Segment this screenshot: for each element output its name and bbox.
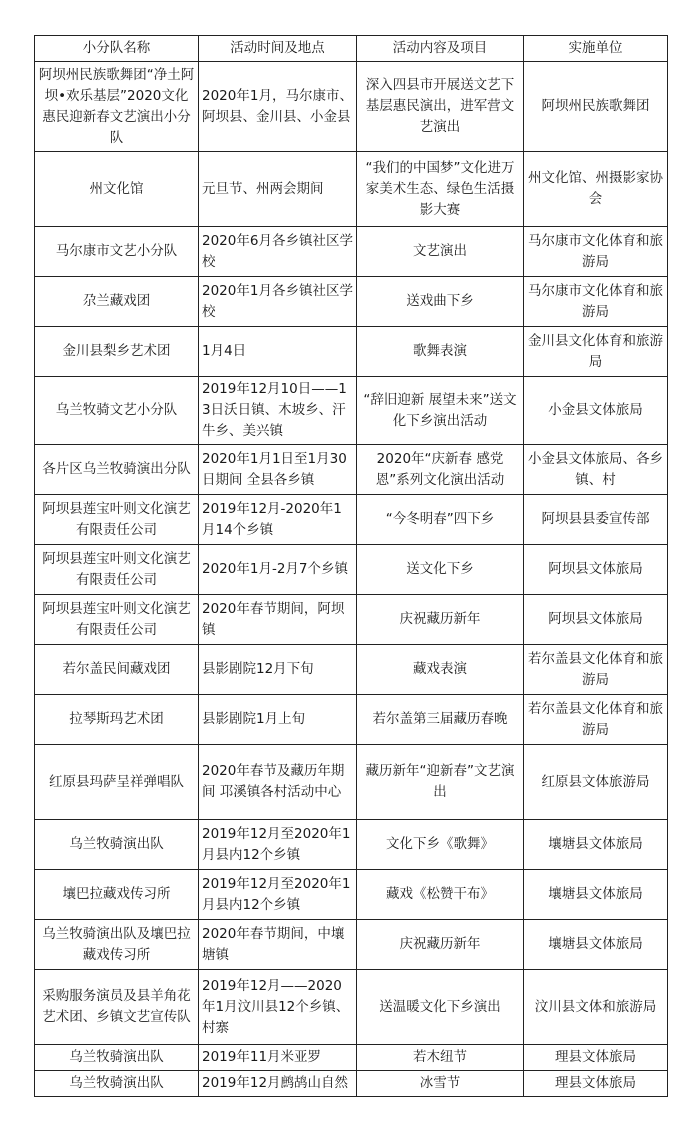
table-row [35,870,668,920]
team-name-cell: 乌兰牧骑演出队 [35,1071,199,1097]
table-row [35,1045,668,1071]
content-cell: 冰雪节 [357,1071,524,1097]
table-row [35,445,668,495]
team-name-cell: 乌兰牧骑文艺小分队 [35,377,199,445]
content-cell: “辞旧迎新 展望未来”送文化下乡演出活动 [357,377,524,445]
time-place-cell: 2019年12月10日——13日沃日镇、木坡乡、汗牛乡、美兴镇 [199,377,357,445]
content-cell: 藏戏《松赞干布》 [357,870,524,920]
content-cell: 若尔盖第三届藏历春晚 [357,695,524,745]
content-cell: 送文化下乡 [357,545,524,595]
time-place-cell: 2019年12月——2020年1月汶川县12个乡镇、村寨 [199,970,357,1045]
content-cell: 文艺演出 [357,227,524,277]
table-row [35,745,668,820]
organizer-cell: 壤塘县文体旅局 [524,870,668,920]
time-place-cell: 2020年1月1日至1月30日期间 全县各乡镇 [199,445,357,495]
time-place-cell: 县影剧院12月下旬 [199,645,357,695]
header-time-place: 活动时间及地点 [199,36,357,62]
table-row [35,227,668,277]
content-cell: 2020年“庆新春 感党恩”系列文化演出活动 [357,445,524,495]
content-cell: 送温暖文化下乡演出 [357,970,524,1045]
organizer-cell: 若尔盖县文化体育和旅游局 [524,695,668,745]
team-name-cell: 尕兰藏戏团 [35,277,199,327]
time-place-cell: 2020年1月各乡镇社区学校 [199,277,357,327]
team-name-cell: 乌兰牧骑演出队 [35,1045,199,1071]
team-name-cell: 各片区乌兰牧骑演出分队 [35,445,199,495]
organizer-cell: 马尔康市文化体育和旅游局 [524,277,668,327]
team-name-cell: 壤巴拉藏戏传习所 [35,870,199,920]
team-name-cell: 阿坝县莲宝叶则文化演艺有限责任公司 [35,495,199,545]
organizer-cell: 小金县文体旅局、各乡镇、村 [524,445,668,495]
organizer-cell: 阿坝县县委宣传部 [524,495,668,545]
header-content: 活动内容及项目 [357,36,524,62]
organizer-cell: 金川县文化体育和旅游局 [524,327,668,377]
content-cell: “今冬明春”四下乡 [357,495,524,545]
table-row [35,152,668,227]
team-name-cell: 阿坝县莲宝叶则文化演艺有限责任公司 [35,595,199,645]
organizer-cell: 理县文体旅局 [524,1071,668,1097]
time-place-cell: 2019年11月米亚罗 [199,1045,357,1071]
table-row [35,970,668,1045]
content-cell: 文化下乡《歌舞》 [357,820,524,870]
content-cell: 庆祝藏历新年 [357,920,524,970]
organizer-cell: 小金县文体旅局 [524,377,668,445]
table-row [35,695,668,745]
table-row [35,545,668,595]
table-row [35,1071,668,1097]
header-organizer: 实施单位 [524,36,668,62]
time-place-cell: 2020年春节期间，阿坝镇 [199,595,357,645]
organizer-cell: 若尔盖县文化体育和旅游局 [524,645,668,695]
team-name-cell: 红原县玛萨呈祥弹唱队 [35,745,199,820]
organizer-cell: 红原县文体旅游局 [524,745,668,820]
team-name-cell: 金川县梨乡艺术团 [35,327,199,377]
time-place-cell: 2019年12月至2020年1月县内12个乡镇 [199,820,357,870]
organizer-cell: 理县文体旅局 [524,1045,668,1071]
team-name-cell: 若尔盖民间藏戏团 [35,645,199,695]
content-cell: 庆祝藏历新年 [357,595,524,645]
time-place-cell: 2020年6月各乡镇社区学校 [199,227,357,277]
time-place-cell: 2020年1月-2月7个乡镇 [199,545,357,595]
organizer-cell: 州文化馆、州摄影家协会 [524,152,668,227]
activity-table [34,35,668,1097]
content-cell: 深入四县市开展送文艺下基层惠民演出，进军营文艺演出 [357,62,524,152]
table-row [35,820,668,870]
team-name-cell: 乌兰牧骑演出队 [35,820,199,870]
content-cell: 藏戏表演 [357,645,524,695]
table-row [35,327,668,377]
time-place-cell: 县影剧院1月上旬 [199,695,357,745]
table-row [35,62,668,152]
team-name-cell: 阿坝县莲宝叶则文化演艺有限责任公司 [35,545,199,595]
time-place-cell: 2019年12月至2020年1月县内12个乡镇 [199,870,357,920]
content-cell: 藏历新年“迎新春”文艺演出 [357,745,524,820]
team-name-cell: 阿坝州民族歌舞团“净土阿坝•欢乐基层”2020文化惠民迎新春文艺演出小分队 [35,62,199,152]
organizer-cell: 阿坝州民族歌舞团 [524,62,668,152]
table-row [35,595,668,645]
content-cell: 送戏曲下乡 [357,277,524,327]
content-cell: “我们的中国梦”文化进万家美术生态、绿色生活摄影大赛 [357,152,524,227]
table-row [35,920,668,970]
time-place-cell: 2019年12月-2020年1月14个乡镇 [199,495,357,545]
table-row [35,495,668,545]
time-place-cell: 2020年1月，马尔康市、阿坝县、金川县、小金县 [199,62,357,152]
time-place-cell: 1月4日 [199,327,357,377]
table-row [35,277,668,327]
header-team-name: 小分队名称 [35,36,199,62]
table-row [35,645,668,695]
organizer-cell: 马尔康市文化体育和旅游局 [524,227,668,277]
header-row [35,36,668,62]
organizer-cell: 壤塘县文体旅局 [524,920,668,970]
team-name-cell: 州文化馆 [35,152,199,227]
time-place-cell: 2019年12月鹧鸪山自然 [199,1071,357,1097]
organizer-cell: 汶川县文体和旅游局 [524,970,668,1045]
team-name-cell: 采购服务演员及县羊角花艺术团、乡镇文艺宣传队 [35,970,199,1045]
content-cell: 若木纽节 [357,1045,524,1071]
organizer-cell: 阿坝县文体旅局 [524,545,668,595]
team-name-cell: 乌兰牧骑演出队及壤巴拉藏戏传习所 [35,920,199,970]
content-cell: 歌舞表演 [357,327,524,377]
team-name-cell: 拉琴斯玛艺术团 [35,695,199,745]
time-place-cell: 2020年春节期间，中壤塘镇 [199,920,357,970]
table-row [35,377,668,445]
organizer-cell: 阿坝县文体旅局 [524,595,668,645]
time-place-cell: 2020年春节及藏历年期间 邛溪镇各村活动中心 [199,745,357,820]
time-place-cell: 元旦节、州两会期间 [199,152,357,227]
team-name-cell: 马尔康市文艺小分队 [35,227,199,277]
organizer-cell: 壤塘县文体旅局 [524,820,668,870]
